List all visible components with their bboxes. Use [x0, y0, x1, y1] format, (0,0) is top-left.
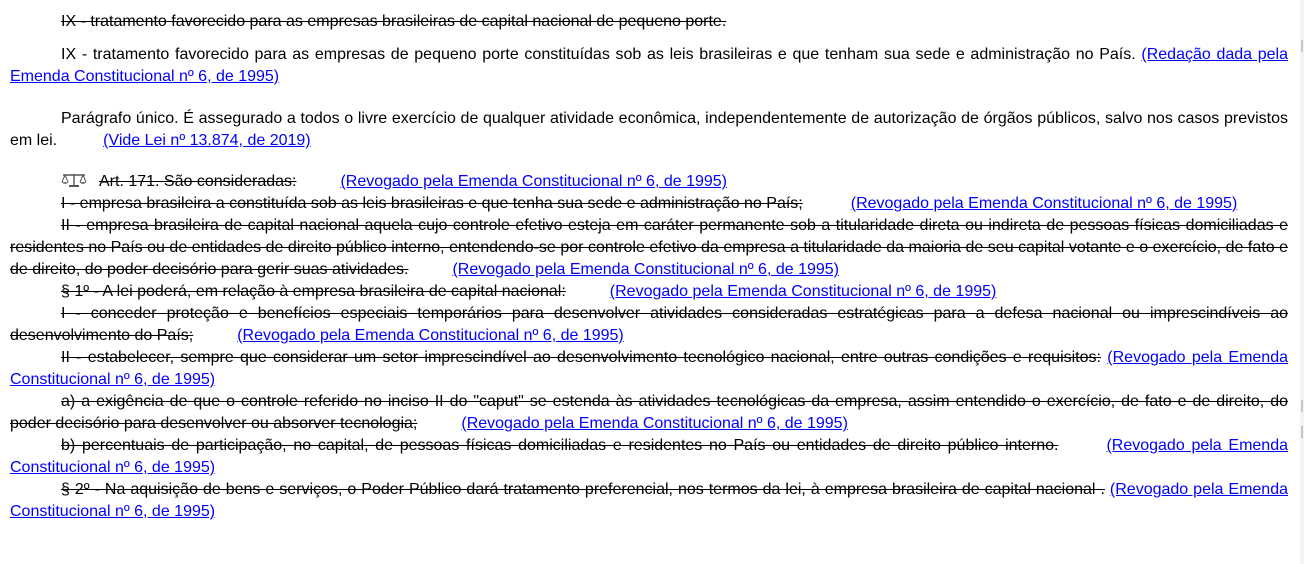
paragrafo-1-text: § 1º - A lei poderá, em relação à empresa brasileira de capital nacional:: [61, 283, 566, 300]
law-document: [10, 0, 1288, 523]
paragrafo-1-alinea-b: [10, 435, 1288, 479]
paragrafo-1: [10, 281, 1288, 303]
scrollbar-marker: [1301, 40, 1303, 52]
item-ix-new: [10, 44, 1288, 88]
vide-lei-link[interactable]: (Vide Lei nº 13.874, de 2019): [103, 132, 311, 149]
paragrafo-1-inciso-ii-revoked-link[interactable]: (Revogado pela Emenda Constitucional nº 6, de 1995): [10, 349, 1288, 388]
item-ix-new-text: IX - tratamento favorecido para as empresas de pequeno porte constituídas sob as leis brasileiras e que tenham sua sede e administração no País.: [61, 46, 1136, 63]
item-ix-old-text: IX - tratamento favorecido para as empresas brasileiras de capital nacional de pequeno porte.: [61, 13, 727, 30]
paragrafo-unico: [10, 108, 1288, 152]
item-ix-old: [10, 11, 1288, 33]
scrollbar-marker: [1301, 426, 1303, 438]
art-171-inciso-ii-revoked-link[interactable]: (Revogado pela Emenda Constitucional nº 6, de 1995): [452, 261, 839, 278]
paragrafo-1-inciso-i-revoked-link[interactable]: (Revogado pela Emenda Constitucional nº 6, de 1995): [237, 327, 624, 344]
art-171-inciso-ii: [10, 215, 1288, 281]
vertical-scrollbar[interactable]: [1300, 0, 1304, 564]
paragrafo-1-inciso-ii: [10, 347, 1288, 391]
paragrafo-unico-text: Parágrafo único. É assegurado a todos o livre exercício de qualquer atividade econômica, independentemente de autorização de órgãos públicos, salvo nos casos previstos em lei.: [10, 110, 1288, 149]
art-171-inciso-i-text: I - empresa brasileira a constituída sob as leis brasileiras e que tenha sua sede e administração no País;: [61, 195, 803, 212]
art-171-inciso-i-revoked-link[interactable]: (Revogado pela Emenda Constitucional nº 6, de 1995): [850, 195, 1238, 212]
art-171-text: Art. 171. São consideradas:: [99, 173, 297, 190]
art-171-revoked-link[interactable]: (Revogado pela Emenda Constitucional nº 6, de 1995): [340, 173, 727, 190]
paragrafo-1-alinea-a-text: a) a exigência de que o controle referido no inciso II do "caput" se estenda às atividades tecnológicas da empresa, assim entendido o exercício, de fato e de direito, do poder decisório para desenvolver ou absorver tecnologia;: [10, 393, 1288, 432]
art-171: [10, 171, 1288, 193]
art-171-inciso-ii-text: II - empresa brasileira de capital nacional aquela cujo controle efetivo esteja em caráter permanente sob a titularidade direta ou indireta de pessoas físicas domiciliadas e residentes no País ou de entidades de direito público interno, entendendo-se por controle efetivo da empresa a titularidade da maioria de seu capital votante e o exercício, de fato e de direito, do poder decisório para gerir suas atividades.: [10, 217, 1288, 278]
art-171-inciso-i: [10, 193, 1288, 215]
paragrafo-1-alinea-b-revoked-link[interactable]: (Revogado pela Emenda Constitucional nº 6, de 1995): [10, 437, 1288, 476]
paragrafo-1-inciso-ii-text: II - estabelecer, sempre que considerar um setor imprescindível ao desenvolvimento tecnológico nacional, entre outras condições e requisitos:: [61, 349, 1101, 366]
paragrafo-2-revoked-link[interactable]: (Revogado pela Emenda Constitucional nº 6, de 1995): [10, 481, 1288, 520]
paragrafo-1-revoked-link[interactable]: (Revogado pela Emenda Constitucional nº 6, de 1995): [609, 283, 997, 300]
paragrafo-1-inciso-i-text: I - conceder proteção e benefícios especiais temporários para desenvolver atividades consideradas estratégicas para a defesa nacional ou imprescindíveis ao desenvolvimento do País;: [10, 305, 1288, 344]
paragrafo-1-inciso-i: [10, 303, 1288, 347]
paragrafo-1-alinea-a: [10, 391, 1288, 435]
scales-of-justice-icon: [61, 172, 87, 188]
item-ix-new-amendment-link[interactable]: (Redação dada pela Emenda Constitucional nº 6, de 1995): [10, 46, 1288, 85]
paragrafo-1-alinea-b-text: b) percentuais de participação, no capital, de pessoas físicas domiciliadas e residentes no País ou entidades de direito público interno.: [61, 437, 1059, 454]
paragrafo-1-alinea-a-revoked-link[interactable]: (Revogado pela Emenda Constitucional nº 6, de 1995): [461, 415, 848, 432]
scrollbar-marker: [1301, 400, 1303, 412]
paragrafo-2-text: § 2º - Na aquisição de bens e serviços, o Poder Público dará tratamento preferencial, nos termos da lei, à empresa brasileira de capital nacional .: [61, 481, 1105, 498]
paragrafo-2: [10, 479, 1288, 523]
